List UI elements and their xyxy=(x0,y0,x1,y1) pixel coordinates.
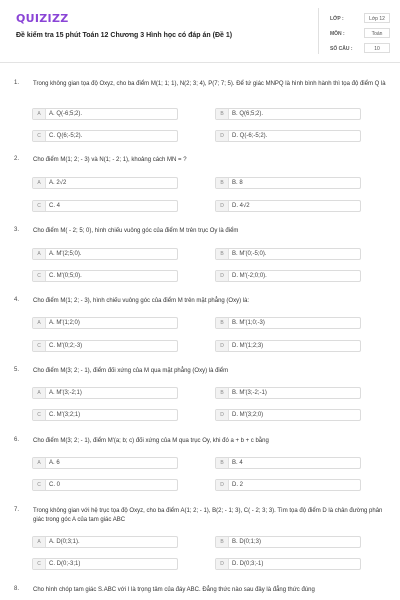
question-number: 7. xyxy=(14,507,20,513)
option-b[interactable] xyxy=(215,536,361,548)
option-letter: D xyxy=(216,559,229,569)
option-letter: D xyxy=(216,271,229,281)
question-number: 3. xyxy=(14,227,20,233)
meta-count-value: 10 xyxy=(364,43,390,53)
option-a[interactable] xyxy=(32,248,178,260)
option-text: C. 4 xyxy=(49,203,61,209)
meta-subject xyxy=(330,28,390,40)
option-letter: B xyxy=(216,178,229,188)
option-letter: C xyxy=(33,341,46,351)
option-c[interactable] xyxy=(32,558,178,570)
option-letter: D xyxy=(216,480,229,490)
option-letter: B xyxy=(216,537,229,547)
option-letter: A xyxy=(33,249,46,259)
option-b[interactable] xyxy=(215,108,361,120)
option-letter: A xyxy=(33,318,46,328)
option-letter: B xyxy=(216,249,229,259)
option-text: A. 6 xyxy=(49,460,60,466)
option-d[interactable] xyxy=(215,409,361,421)
option-text: D. D(0;3;-1) xyxy=(232,561,264,567)
option-text: B. M'(3;-2;-1) xyxy=(232,390,267,396)
option-b[interactable] xyxy=(215,317,361,329)
option-text: B. 8 xyxy=(232,180,243,186)
question-number: 1. xyxy=(14,80,20,86)
option-letter: C xyxy=(33,480,46,490)
option-c[interactable] xyxy=(32,130,178,142)
option-text: B. M'(0;-5;0). xyxy=(232,251,267,257)
option-text: D. M'(-2;0;0). xyxy=(232,273,267,279)
option-text: A. Q(-6;5;2). xyxy=(49,111,83,117)
option-text: C. 0 xyxy=(49,482,61,488)
header-divider xyxy=(318,8,319,54)
option-text: D. M'(1;2;3) xyxy=(232,343,264,349)
option-text: A. D(0;3;1). xyxy=(49,539,80,545)
option-text: C. D(0;-3;1) xyxy=(49,561,81,567)
meta-count xyxy=(330,43,390,55)
option-text: C. M'(0;5;0). xyxy=(49,273,82,279)
option-c[interactable] xyxy=(32,340,178,352)
option-c[interactable] xyxy=(32,479,178,491)
option-a[interactable] xyxy=(32,536,178,548)
option-text: A. M'(1;2;0) xyxy=(49,320,80,326)
option-d[interactable] xyxy=(215,270,361,282)
option-b[interactable] xyxy=(215,248,361,260)
question-text: Cho điểm M(3; 2; - 1), điểm M'(a; b; c) đối xứng của M qua trục Oy, khi đó a + b + c bằng xyxy=(33,438,269,444)
option-text: A. 2√2 xyxy=(49,180,67,186)
option-letter: C xyxy=(33,201,46,211)
option-letter: D xyxy=(216,410,229,420)
option-d[interactable] xyxy=(215,200,361,212)
option-c[interactable] xyxy=(32,409,178,421)
option-text: D. Q(-6;-5;2). xyxy=(232,133,268,139)
quizizz-logo: QUIZIZZ xyxy=(16,12,69,25)
option-a[interactable] xyxy=(32,177,178,189)
option-text: A. M'(3;-2;1) xyxy=(49,390,82,396)
question-number: 2. xyxy=(14,156,20,162)
option-b[interactable] xyxy=(215,387,361,399)
question-text: Cho điểm M( - 2; 5; 0), hình chiếu vuông góc của điểm M trên trục Oy là điểm xyxy=(33,228,239,234)
question-number: 6. xyxy=(14,437,20,443)
meta-subject-value: Toán xyxy=(364,28,390,38)
option-text: B. Q(6;5;2). xyxy=(232,111,264,117)
option-text: D. 2 xyxy=(232,482,244,488)
option-b[interactable] xyxy=(215,457,361,469)
question-text: Cho hình chóp tam giác S.ABC với I là trọng tâm của đáy ABC. Đẳng thức nào sau đây là đẳng thức đúng xyxy=(33,587,315,593)
meta-subject-label: MÔN : xyxy=(330,31,345,37)
option-letter: B xyxy=(216,458,229,468)
option-a[interactable] xyxy=(32,457,178,469)
option-letter: C xyxy=(33,410,46,420)
question-text: Cho điểm M(1; 2; - 3), hình chiếu vuông góc của điểm M trên mặt phẳng (Oxy) là: xyxy=(33,298,250,304)
page-title: Đề kiểm tra 15 phút Toán 12 Chương 3 Hình học có đáp án (Đề 1) xyxy=(16,32,233,39)
option-text: A. M'(2;5;0). xyxy=(49,251,82,257)
option-letter: C xyxy=(33,271,46,281)
option-letter: A xyxy=(33,537,46,547)
option-text: C. Q(6;-5;2). xyxy=(49,133,83,139)
option-letter: D xyxy=(216,201,229,211)
option-letter: B xyxy=(216,388,229,398)
option-letter: B xyxy=(216,109,229,119)
option-letter: A xyxy=(33,178,46,188)
question-number: 4. xyxy=(14,297,20,303)
option-text: B. D(0;1;3) xyxy=(232,539,262,545)
option-c[interactable] xyxy=(32,200,178,212)
question-text: Cho điểm M(1; 2; - 3) và N(1; - 2; 1), khoảng cách MN = ? xyxy=(33,157,187,163)
option-a[interactable] xyxy=(32,317,178,329)
option-a[interactable] xyxy=(32,108,178,120)
option-letter: A xyxy=(33,109,46,119)
question-text: Trong không gian tọa độ Oxyz, cho ba điểm M(1; 1; 1), N(2; 3; 4), P(7; 7; 5). Để tứ giác MNPQ là hình bình hành thì tọa độ điểm Q là xyxy=(33,81,386,87)
option-letter: C xyxy=(33,131,46,141)
option-text: B. 4 xyxy=(232,460,243,466)
option-letter: A xyxy=(33,388,46,398)
option-text: B. M'(1;0;-3) xyxy=(232,320,265,326)
option-letter: A xyxy=(33,458,46,468)
option-c[interactable] xyxy=(32,270,178,282)
option-letter: D xyxy=(216,131,229,141)
option-text: D. M'(3;2;0) xyxy=(232,412,264,418)
option-a[interactable] xyxy=(32,387,178,399)
option-text: C. M'(3;2;1) xyxy=(49,412,81,418)
option-letter: D xyxy=(216,341,229,351)
question-text: Cho điểm M(3; 2; - 1), điểm đối xứng của M qua mặt phẳng (Oxy) là điểm xyxy=(33,368,229,374)
question-number: 8. xyxy=(14,586,20,592)
meta-count-label: SỐ CÂU : xyxy=(330,46,353,52)
option-letter: C xyxy=(33,559,46,569)
option-d[interactable] xyxy=(215,479,361,491)
option-d[interactable] xyxy=(215,130,361,142)
option-d[interactable] xyxy=(215,558,361,570)
option-b[interactable] xyxy=(215,177,361,189)
option-text: D. 4√2 xyxy=(232,203,250,209)
option-d[interactable] xyxy=(215,340,361,352)
question-number: 5. xyxy=(14,367,20,373)
meta-grade xyxy=(330,13,390,25)
meta-grade-label: LỚP : xyxy=(330,16,344,22)
option-text: C. M'(0;2;-3) xyxy=(49,343,83,349)
meta-grade-value: Lớp 12 xyxy=(364,13,390,23)
question-text: Trong không gian với hệ trục tọa độ Oxyz, cho ba điểm A(1; 2; - 1), B(2; - 1; 3), C( - 2; 3; 3). Tìm tọa độ điểm D là chân đường phân giác trong góc A của tam giác ABC xyxy=(33,508,383,523)
worksheet-header xyxy=(0,0,400,63)
option-letter: B xyxy=(216,318,229,328)
